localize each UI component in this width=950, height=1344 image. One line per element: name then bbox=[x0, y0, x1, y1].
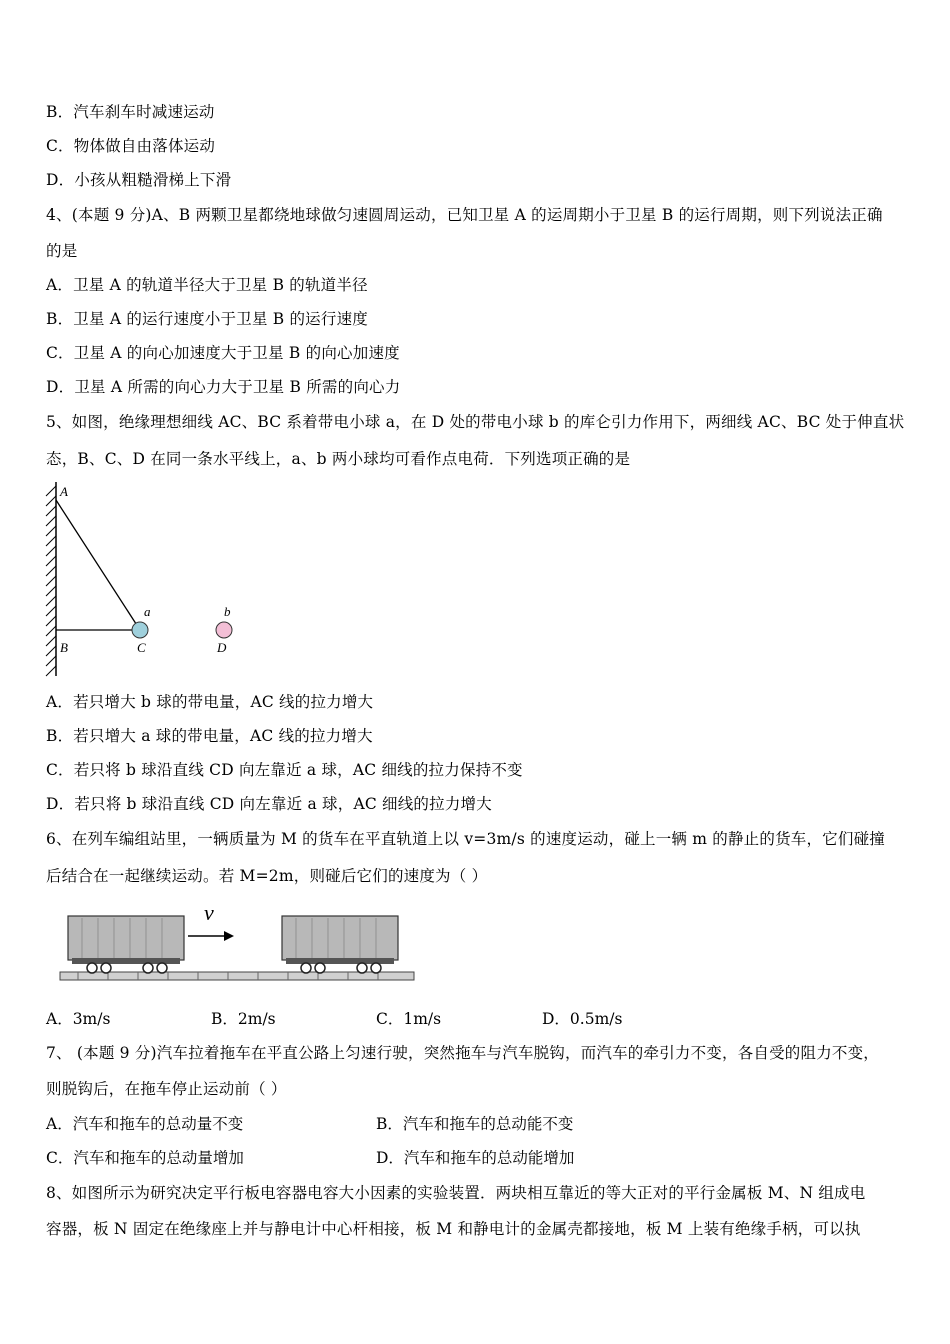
ball-b bbox=[216, 622, 232, 638]
q4-option-c: C．卫星 A 的向心加速度大于卫星 B 的向心加速度 bbox=[46, 344, 400, 362]
q7-option-d: D．汽车和拖车的总动能增加 bbox=[376, 1149, 575, 1167]
q3-option-b: B．汽车刹车时减速运动 bbox=[46, 103, 215, 121]
q4-option-d: D．卫星 A 所需的向心力大于卫星 B 所需的向心力 bbox=[46, 378, 401, 396]
q6-option-d: D．0.5m/s bbox=[542, 1010, 623, 1028]
q6-option-c: C．1m/s bbox=[376, 1010, 442, 1028]
ball-a bbox=[132, 622, 148, 638]
q7-stem-line2: 则脱钩后，在拖车停止运动前（ ） bbox=[46, 1080, 287, 1098]
q8-stem-line1: 8、如图所示为研究决定平行板电容器电容大小因素的实验装置．两块相互靠近的等大正对的平行金属板 M、N 组成电 bbox=[46, 1184, 866, 1202]
q5-option-a: A．若只增大 b 球的带电量，AC 线的拉力增大 bbox=[46, 693, 374, 711]
label-D: D bbox=[217, 640, 227, 655]
q6-option-a: A．3m/s bbox=[46, 1010, 111, 1028]
wagon-stationary bbox=[282, 916, 398, 973]
label-C: C bbox=[137, 640, 146, 655]
q6-figure bbox=[58, 898, 418, 990]
wagon-moving bbox=[68, 916, 184, 973]
label-b: b bbox=[224, 604, 231, 619]
q7-option-b: B．汽车和拖车的总动能不变 bbox=[376, 1115, 574, 1133]
q7-stem-line1: 7、 (本题 9 分)汽车拉着拖车在平直公路上匀速行驶，突然拖车与汽车脱钩，而汽车的牵引力不变，各自受的阻力不变， bbox=[46, 1044, 880, 1062]
q3-option-c: C．物体做自由落体运动 bbox=[46, 137, 216, 155]
q8-stem-line2: 容器，板 N 固定在绝缘座上并与静电计中心杆相接，板 M 和静电计的金属壳都接地，板 M 上装有绝缘手柄，可以执 bbox=[46, 1220, 861, 1238]
q5-figure bbox=[40, 480, 240, 680]
q5-option-c: C．若只将 b 球沿直线 CD 向左靠近 a 球，AC 细线的拉力保持不变 bbox=[46, 761, 523, 779]
q4-stem-line1: 4、(本题 9 分)A、B 两颗卫星都绕地球做匀速圆周运动，已知卫星 A 的运周期小于卫星 B 的运行周期，则下列说法正确 bbox=[46, 206, 883, 224]
q5-option-d: D．若只将 b 球沿直线 CD 向左靠近 a 球，AC 细线的拉力增大 bbox=[46, 795, 492, 813]
label-B: B bbox=[60, 640, 68, 655]
label-A: A bbox=[60, 484, 68, 499]
string-ac bbox=[56, 500, 140, 630]
q3-option-d: D．小孩从粗糙滑梯上下滑 bbox=[46, 171, 232, 189]
q5-option-b: B．若只增大 a 球的带电量，AC 线的拉力增大 bbox=[46, 727, 373, 745]
q4-stem-line2: 的是 bbox=[46, 242, 78, 260]
q4-option-b: B．卫星 A 的运行速度小于卫星 B 的运行速度 bbox=[46, 310, 368, 328]
q6-stem-line2: 后结合在一起继续运动。若 M=2m，则碰后它们的速度为（ ） bbox=[46, 867, 488, 885]
q5-stem-line2: 态，B、C、D 在同一条水平线上，a、b 两小球均可看作点电荷．下列选项正确的是 bbox=[46, 450, 631, 468]
q7-option-a: A．汽车和拖车的总动量不变 bbox=[46, 1115, 244, 1133]
q4-option-a: A．卫星 A 的轨道半径大于卫星 B 的轨道半径 bbox=[46, 276, 368, 294]
q7-option-c: C．汽车和拖车的总动量增加 bbox=[46, 1149, 244, 1167]
q6-option-b: B．2m/s bbox=[211, 1010, 276, 1028]
label-a: a bbox=[144, 604, 151, 619]
velocity-label: v bbox=[204, 900, 214, 925]
q5-stem-line1: 5、如图，绝缘理想细线 AC、BC 系着带电小球 a，在 D 处的带电小球 b 的库仑引力作用下，两细线 AC、BC 处于伸直状 bbox=[46, 413, 905, 431]
q6-stem-line1: 6、在列车编组站里，一辆质量为 M 的货车在平直轨道上以 v=3m/s 的速度运动，碰上一辆 m 的静止的货车，它们碰撞 bbox=[46, 830, 885, 848]
